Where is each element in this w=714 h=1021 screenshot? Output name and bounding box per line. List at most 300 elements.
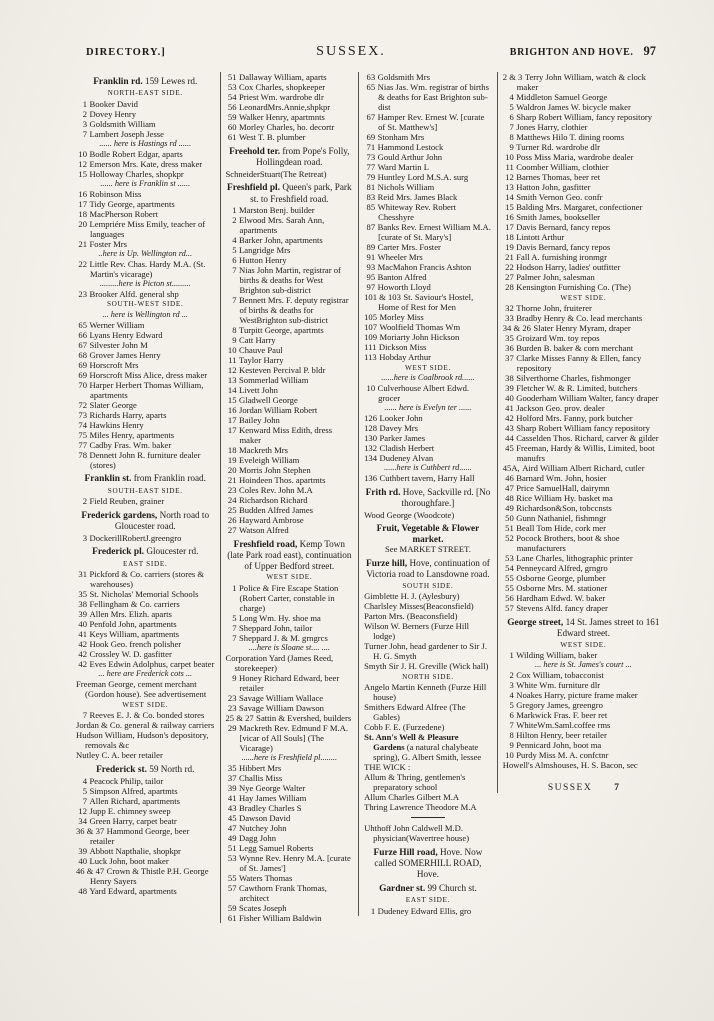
- house-number: 31: [78, 569, 87, 579]
- here-note: ......here is Coalbrook rd......: [381, 373, 475, 382]
- directory-entry: 39 Fletcher W. & R. Limited, butchers: [503, 383, 664, 393]
- directory-entry: 45 Dawson David: [226, 813, 354, 823]
- street-name: Furze hill,: [366, 558, 408, 569]
- directory-entry: Wood George (Woodcote): [364, 509, 455, 520]
- house-number: 39: [227, 782, 237, 793]
- directory-entry: 39 Abbott Napthalie, shopkpr: [76, 846, 215, 856]
- directory-entry: 11 Coomber William, clothier: [503, 162, 664, 172]
- house-number: 34: [78, 816, 87, 826]
- house-number: 56: [227, 102, 237, 112]
- directory-entry: 31 Pickford & Co. carriers (stores & warehouses): [76, 569, 215, 589]
- directory-entry: 13 Hatton John, gasfitter: [503, 182, 664, 192]
- directory-entry: 42 Eves Edwin Adolphus, carpet beater: [76, 659, 215, 669]
- house-number: 105: [364, 312, 378, 322]
- directory-entry: 93 MacMahon Francis Ashton: [364, 262, 492, 272]
- house-number: 44: [505, 433, 514, 443]
- street-heading: Frederick pl. Gloucester rd.: [92, 546, 199, 557]
- house-number: 53: [227, 852, 237, 863]
- directory-entry: 2 Cox William, tobacconist: [503, 670, 664, 680]
- here-note: ......here is Cuthbert rd......: [384, 463, 472, 472]
- directory-entry: Smyth Sir J. H. Greville (Wick hall): [364, 661, 489, 671]
- house-number: 16: [505, 212, 514, 222]
- directory-entry: 65 Nias Jas. Wm. registrar of births & deaths for East Brighton sub-dist: [364, 82, 492, 112]
- directory-entry: 19 Davis Bernard, fancy repos: [503, 242, 664, 252]
- house-number: 5: [82, 786, 87, 796]
- house-number: 15: [78, 168, 87, 179]
- directory-entry: 38 Silverthorne Charles, fishmonger: [503, 373, 664, 383]
- house-number: 51: [227, 842, 237, 853]
- directory-entry: 24 Richardson Richard: [226, 495, 354, 505]
- house-number: 7: [232, 632, 237, 643]
- house-number: 67: [366, 112, 376, 122]
- directory-entry: 19 Eveleigh William: [226, 455, 354, 465]
- directory-entry: 51 Dallaway William, aparts: [226, 72, 354, 82]
- directory-entry: 13 Sommerlad William: [226, 375, 354, 385]
- house-number: 51: [227, 72, 237, 82]
- house-number: 48: [78, 886, 87, 896]
- directory-entry: 132 Cladish Herbert: [364, 443, 435, 453]
- house-number: 69: [78, 359, 87, 370]
- directory-entry: 2 & 3 Terry John William, watch & clock maker: [502, 72, 646, 92]
- house-number: 7: [232, 265, 237, 275]
- directory-entry: 37 Clarke Misses Fanny & Ellen, fancy repository: [503, 353, 664, 373]
- directory-entry: 60 Morley Charles, ho. decortr: [226, 122, 354, 132]
- house-number: 7: [509, 720, 514, 730]
- directory-entry: 77 Ward Martin L: [364, 162, 492, 172]
- house-number: 37: [227, 772, 237, 783]
- directory-entry: 45A, Aird William Albert Richard, cutler: [502, 463, 645, 473]
- house-number: 35: [505, 333, 514, 343]
- directory-entry: 22 Little Rev. Chas. Hardy M.A. (St. Martin's vicarage): [76, 259, 215, 279]
- directory-entry: 11 Taylor Harry: [226, 355, 354, 365]
- house-number: 93: [366, 262, 376, 272]
- signature-word: SUSSEX: [547, 783, 593, 793]
- house-number: 19: [227, 455, 237, 465]
- house-number: 57: [227, 882, 237, 893]
- street-name: Gardner st.: [379, 883, 426, 894]
- directory-entry: Howell's Almshouses, H. S. Bacon, sec: [502, 760, 638, 770]
- directory-entry: Hudson William, Hudson's depository, removals &c: [76, 730, 209, 750]
- directory-entry: 59 Scates Joseph: [226, 903, 354, 913]
- side-heading: SOUTH-WEST SIDE.: [106, 300, 184, 308]
- directory-label: DIRECTORY.]: [86, 47, 166, 58]
- directory-entry: 56 LeonardMrs.Annie,shpkpr: [226, 102, 354, 112]
- side-heading: SOUTH-EAST SIDE.: [107, 486, 183, 495]
- directory-entry: 7 Reeves E. J. & Co. bonded stores: [76, 710, 215, 720]
- directory-entry: 74 Hawkins Henry: [76, 420, 215, 430]
- house-number: 6: [509, 112, 514, 122]
- house-number: 65: [366, 82, 376, 92]
- directory-entry: 9 Turner Rd. wardrobe dlr: [503, 142, 664, 152]
- directory-column-1: [76, 72, 215, 896]
- house-number: 18: [227, 445, 237, 455]
- house-number: 37: [505, 353, 514, 363]
- house-number: 25 & 27: [225, 712, 254, 723]
- directory-entry: 45 Freeman, Hardy & Willis, Limited, boot manufrs: [503, 443, 664, 463]
- house-number: 75: [78, 429, 87, 440]
- house-number: 7: [82, 796, 87, 806]
- here-note: ... here is Wellington rd ...: [102, 309, 188, 319]
- directory-entry: 4 Barker John, apartments: [226, 235, 354, 245]
- house-number: 97: [366, 282, 376, 292]
- house-number: 42: [78, 649, 87, 659]
- house-number: 47: [505, 483, 514, 493]
- directory-entry: 14 Livett John: [226, 385, 354, 395]
- directory-entry: 57 Cawthorn Frank Thomas, architect: [226, 883, 354, 903]
- house-number: 59: [227, 902, 237, 913]
- directory-entry: 56 Hardham Edwd. W. baker: [503, 593, 664, 603]
- house-number: 5: [232, 245, 237, 255]
- house-number: 32: [505, 303, 514, 313]
- directory-entry: 16 Smith James, bookseller: [503, 212, 664, 222]
- directory-entry: Charlsley Misses(Beaconsfield): [364, 601, 474, 611]
- house-number: 42: [78, 659, 87, 669]
- directory-entry: 10 Bodle Robert Edgar, aparts: [76, 149, 215, 159]
- cross-reference: See MARKET STREET.: [385, 544, 471, 554]
- house-number: 2 & 3: [502, 72, 523, 82]
- house-number: 10: [505, 152, 514, 162]
- directory-entry: 87 Banks Rev. Ernest William M.A. [curate of St. Mary's]: [364, 222, 492, 242]
- street-heading: Frith rd. Hove, Sackville rd. [No thoroughfare.]: [365, 486, 491, 508]
- directory-entry: 97 Howorth Lloyd: [364, 282, 492, 292]
- house-number: 2: [509, 670, 514, 680]
- directory-entry: 67 Silvester John M: [76, 340, 215, 350]
- house-number: 65: [78, 319, 87, 330]
- directory-entry: 134 Dudeney Alvan: [364, 453, 434, 463]
- directory-entry: 15 Holloway Charles, shopkpr: [76, 169, 215, 179]
- directory-entry: 7 WhiteWm.Saml.coffee rms: [503, 720, 664, 730]
- house-number: 17: [227, 425, 237, 435]
- house-number: 85: [366, 202, 376, 212]
- signature-number: 7: [614, 783, 619, 793]
- directory-entry: SchneiderStuart(The Retreat): [225, 168, 327, 179]
- house-number: 56: [505, 593, 514, 603]
- house-number: 7: [82, 128, 87, 139]
- directory-entry: 21 Foster Mrs: [76, 239, 215, 249]
- directory-entry: 37 Challis Miss: [226, 773, 354, 783]
- house-number: 74: [78, 419, 87, 430]
- directory-entry: 79 Huntley Lord M.S.A. surg: [364, 172, 492, 182]
- house-number: 39: [78, 846, 87, 856]
- street-name: Furze Hill road,: [373, 847, 438, 858]
- directory-entry: 4 Peacock Philip, tailor: [76, 776, 215, 786]
- house-number: 12: [227, 365, 237, 375]
- directory-entry: 2 Field Reuben, grainer: [76, 496, 215, 506]
- house-number: 23: [227, 692, 237, 703]
- house-number: 41: [505, 403, 514, 413]
- directory-entry: St. Ann's Well & Pleasure Gardens (a natural chalybeate spring), G. Albert Smith, lessee: [364, 732, 482, 762]
- house-number: 18: [78, 208, 87, 219]
- directory-entry: 128 Davey Mrs: [364, 423, 418, 433]
- directory-entry: Nutley C. A. beer retailer: [76, 750, 163, 760]
- here-note: ......here is Freshfield pl........: [241, 752, 338, 762]
- directory-entry: 26 Hayward Ambrose: [226, 515, 354, 525]
- side-heading: WEST SIDE.: [560, 293, 607, 302]
- house-number: 12: [505, 172, 514, 182]
- house-number: 42: [505, 413, 514, 423]
- street-heading: Frederick st. 59 North rd.: [96, 763, 195, 775]
- house-number: 57: [505, 603, 514, 613]
- directory-entry: 8 Matthews Hilo T. dining rooms: [503, 132, 664, 142]
- house-number: 45: [505, 443, 514, 453]
- house-number: 52: [505, 533, 514, 543]
- house-number: 87: [366, 222, 376, 232]
- directory-entry: Wilson W. Berners (Furze Hill lodge): [364, 621, 470, 641]
- street-heading: Gardner st. 99 Church st.: [379, 882, 477, 894]
- house-number: 101 & 103: [364, 292, 401, 302]
- house-number: 34 & 26: [502, 323, 531, 333]
- house-number: 7: [509, 122, 514, 132]
- directory-entry: 107 Woolfield Thomas Wm: [364, 322, 461, 332]
- house-number: 7: [232, 622, 237, 633]
- house-number: 12: [78, 158, 87, 169]
- street-name: George street,: [507, 617, 564, 628]
- directory-entry: 68 Grover James Henry: [76, 350, 215, 360]
- house-number: 41: [227, 792, 237, 803]
- directory-entry: 35 Hibbert Mrs: [226, 763, 354, 773]
- house-number: 42: [78, 639, 87, 649]
- directory-entry: 5 Long Wm. Hy. shoe ma: [226, 613, 354, 623]
- house-number: 54: [227, 92, 237, 102]
- directory-entry: 35 Groizard Wm. toy repos: [503, 333, 664, 343]
- side-heading: SOUTH SIDE.: [402, 581, 454, 590]
- street-heading: Franklin rd. 159 Lewes rd.: [93, 75, 198, 87]
- house-number: 11: [228, 355, 237, 365]
- house-number: 79: [366, 172, 376, 182]
- directory-entry: 105 Morley Miss: [364, 312, 424, 322]
- directory-entry: 2 Elwood Mrs. Sarah Ann, apartments: [226, 215, 354, 235]
- house-number: 109: [364, 332, 378, 342]
- directory-entry: 55 Osborne Mrs. M. stationer: [503, 583, 664, 593]
- directory-entry: 101 & 103 St. Saviour's Hostel, Home of Rest for Men: [364, 292, 474, 312]
- directory-entry: Corporation Yard (James Reed, storekeeper): [225, 652, 334, 673]
- house-number: 4: [232, 235, 237, 245]
- directory-entry: 8 Hilton Henry, beer retailer: [503, 730, 664, 740]
- house-number: 33: [505, 313, 514, 323]
- directory-entry: 7 Lambert Joseph Jesse: [76, 129, 215, 139]
- directory-entry: 85 Whiteway Rev. Robert Chesshyre: [364, 202, 492, 222]
- house-number: 46: [505, 473, 514, 483]
- directory-entry: 7 Sheppard J. & M. grngrcs: [226, 633, 354, 643]
- directory-entry: 15 Gladwell George: [226, 395, 354, 405]
- directory-entry: 6 Markwick Fras. F. beer ret: [503, 710, 664, 720]
- directory-entry: 36 & 37 Hammond George, beer retailer: [76, 826, 190, 846]
- directory-entry: 14 Smith Vernon Geo. confr: [503, 192, 664, 202]
- house-number: 15: [227, 395, 237, 405]
- directory-entry: 9 Catt Harry: [226, 335, 354, 345]
- directory-column-4: [497, 72, 664, 793]
- house-number: 78: [78, 449, 87, 460]
- house-number: 17: [227, 415, 237, 425]
- directory-entry: 16 Robinson Miss: [76, 189, 215, 199]
- house-number: 89: [366, 242, 376, 252]
- house-number: 6: [232, 255, 237, 265]
- house-number: 2: [82, 108, 87, 119]
- house-number: 1: [370, 905, 376, 916]
- street-name: Frith rd.: [365, 487, 401, 498]
- house-number: 55: [227, 872, 237, 883]
- house-number: 14: [505, 192, 514, 202]
- directory-entry: 69 Stonham Mrs: [364, 132, 492, 142]
- street-heading: Furze Hill road, Hove. Now called SOMERHILL ROAD, Hove.: [373, 846, 483, 879]
- house-number: 6: [509, 710, 514, 720]
- house-number: 21: [505, 252, 514, 262]
- directory-entry: 29 Mackreth Rev. Edmund F M.A. [vicar of All Souls] (The Vicarage): [226, 723, 354, 753]
- directory-entry: 3 White Wm. furniture dlr: [503, 680, 664, 690]
- house-number: 45: [227, 812, 237, 823]
- directory-entry: 5 Gregory James, greengro: [503, 700, 664, 710]
- directory-entry: 17 Tidy George, apartments: [76, 199, 215, 209]
- house-number: 10: [366, 383, 376, 393]
- house-number: 36: [505, 343, 514, 353]
- house-number: 77: [78, 439, 87, 450]
- directory-entry: 136 Cuthbert tavern, Harry Hall: [364, 473, 475, 483]
- directory-entry: 38 Fellingham & Co. carriers: [76, 599, 215, 609]
- here-note: .........here is Picton st.........: [99, 278, 191, 288]
- house-number: 20: [78, 218, 87, 229]
- directory-entry: 49 Richardson&Son, tobccnsts: [503, 503, 664, 513]
- directory-entry: 3 DockerillRobertJ.greengro: [76, 533, 215, 543]
- house-number: 13: [505, 182, 514, 192]
- house-number: 18: [505, 232, 514, 242]
- house-number: 70: [78, 379, 87, 390]
- house-number: 69: [78, 369, 87, 380]
- directory-entry: 33 Bradby Henry & Co. lead merchants: [503, 313, 664, 323]
- house-number: 40: [505, 393, 514, 403]
- house-number: 91: [366, 252, 376, 262]
- house-number: 1: [232, 582, 237, 593]
- house-number: 71: [366, 142, 376, 152]
- directory-entry: 4 Noakes Harry, picture frame maker: [503, 690, 664, 700]
- street-name: Frederick pl.: [92, 547, 145, 557]
- house-number: 27: [227, 525, 237, 535]
- house-number: 5: [232, 612, 237, 623]
- directory-entry: 1 Booker David: [76, 99, 215, 109]
- directory-entry: 7 Jones Harry, clothier: [503, 122, 664, 132]
- house-number: 68: [78, 349, 87, 360]
- house-number: 41: [78, 629, 87, 639]
- street-name: Frederick gardens,: [81, 510, 158, 521]
- house-number: 29: [227, 722, 237, 733]
- house-number: 23: [78, 288, 87, 299]
- directory-entry: 34 & 26 Slater Henry Myram, draper: [502, 323, 631, 333]
- directory-entry: 109 Moriarty John Hickson: [364, 332, 460, 342]
- directory-entry: 78 Dennett John R. furniture dealer (stores): [76, 450, 215, 470]
- house-number: 4: [509, 690, 514, 700]
- directory-entry: Allum & Thring, gentlemen's preparatory school: [364, 772, 466, 792]
- directory-entry: 57 Stevens Alfd. fancy draper: [503, 603, 664, 613]
- directory-entry: 6 Sharp Robert William, fancy repository: [503, 112, 664, 122]
- directory-entry: 53 Lane Charles, lithographic printer: [503, 553, 664, 563]
- directory-entry: 3 Goldsmith William: [76, 119, 215, 129]
- directory-entry: 7 Nias John Martin, registrar of births & deaths for West Brighton sub-district: [226, 265, 354, 295]
- side-heading: WEST SIDE.: [266, 573, 313, 581]
- house-number: 1: [232, 205, 237, 215]
- directory-entry: 20 Morris John Stephen: [226, 465, 354, 475]
- house-number: 132: [364, 443, 378, 453]
- directory-entry: Turner John, head gardener to Sir J. H. G. Smyth: [364, 641, 487, 661]
- street-heading: Frederick gardens, North road to Gloucester road.: [81, 509, 210, 531]
- directory-entry: 41 Hay James William: [226, 793, 354, 803]
- house-number: 39: [505, 383, 514, 393]
- page-header: [0, 0, 714, 60]
- house-number: 4: [509, 92, 514, 102]
- house-number: 39: [78, 609, 87, 619]
- house-number: 81: [366, 182, 376, 192]
- house-number: 26: [227, 515, 237, 525]
- directory-entry: 91 Wheeler Mrs: [364, 252, 492, 262]
- directory-entry: Allum Charles Gilbert M.A: [364, 792, 460, 802]
- here-note: ....here is Sloane st.... ....: [248, 642, 330, 652]
- directory-entry: 12 Barnes Thomas, beer ret: [503, 172, 664, 182]
- street-name: Franklin rd.: [93, 76, 143, 87]
- directory-entry: Jordan & Co. general & railway carriers: [76, 720, 215, 730]
- house-number: 7: [82, 710, 87, 720]
- house-number: 126: [364, 413, 378, 423]
- directory-entry: 51 Legg Samuel Roberts: [226, 843, 354, 853]
- house-number: 130: [364, 433, 378, 443]
- directory-entry: 43 Sharp Robert William fancy repository: [503, 423, 664, 433]
- house-number: 73: [366, 152, 376, 162]
- house-number: 46 & 47: [76, 866, 105, 876]
- directory-entry: THE WICK :: [364, 762, 411, 772]
- house-number: 8: [232, 325, 237, 335]
- directory-entry: 71 Hammond Lestock: [364, 142, 492, 152]
- house-number: 12: [78, 806, 87, 816]
- directory-entry: 111 Dickson Miss: [364, 342, 427, 352]
- house-number: 10: [227, 345, 237, 355]
- directory-entry: 12 Jupp E. chimney sweep: [76, 806, 215, 816]
- house-number: 9: [509, 740, 514, 750]
- directory-entry: 23 Coles Rev. John M.A: [226, 485, 354, 495]
- house-number: 59: [227, 112, 237, 122]
- house-number: 27: [505, 272, 514, 282]
- house-number: 49: [227, 832, 237, 843]
- house-number: 11: [505, 162, 514, 172]
- directory-column-3: [358, 72, 492, 916]
- house-number: 51: [505, 523, 514, 533]
- house-number: 61: [227, 132, 237, 142]
- directory-entry: 7 Allen Richard, apartments: [76, 796, 215, 806]
- street-heading: George street, 14 St. James street to 161 Edward street.: [507, 616, 660, 638]
- house-number: 38: [505, 373, 514, 383]
- directory-entry: 65 Werner William: [76, 320, 215, 330]
- directory-entry: 1 Police & Fire Escape Station (Robert Carter, constable in charge): [226, 583, 354, 613]
- house-number: 21: [78, 238, 87, 249]
- directory-entry: 77 Cadby Fras. Wm. baker: [76, 440, 215, 450]
- house-number: 60: [227, 122, 237, 132]
- directory-entry: 55 Waters Thomas: [226, 873, 354, 883]
- directory-entry: 21 Hoindeen Thos. apartmts: [226, 475, 354, 485]
- directory-entry: 39 Nye George Walter: [226, 783, 354, 793]
- directory-entry: 61 Fisher William Baldwin: [226, 913, 354, 923]
- street-name: Freshfield road,: [233, 539, 298, 550]
- street-name: Frederick st.: [96, 764, 147, 775]
- street-name: Freshfield pl.: [227, 183, 281, 193]
- house-number: 63: [366, 72, 376, 82]
- directory-entry: 48 Yard Edward, apartments: [76, 886, 215, 896]
- rule-divider: [411, 817, 445, 818]
- directory-entry: 5 Waldron James W. bicycle maker: [503, 102, 664, 112]
- directory-entry: 25 Budden Alfred James: [226, 505, 354, 515]
- directory-entry: 113 Hobday Arthur: [364, 352, 431, 362]
- directory-entry: 6 Hutton Henry: [226, 255, 354, 265]
- directory-entry: 25 & 27 Sattin & Evershed, builders: [225, 712, 352, 723]
- directory-entry: Thring Lawrence Theodore M.A: [364, 802, 477, 812]
- house-number: 10: [505, 750, 514, 760]
- house-number: 5: [509, 102, 514, 112]
- house-number: 9: [232, 335, 237, 345]
